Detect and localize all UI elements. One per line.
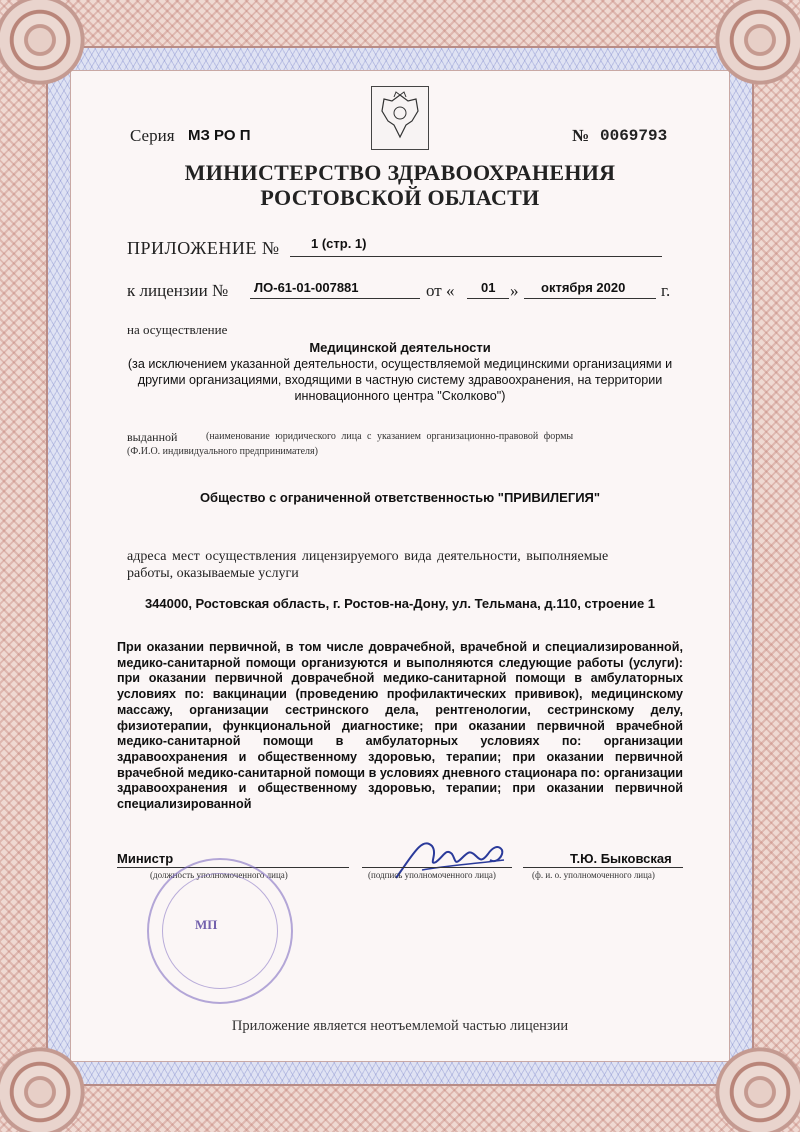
day-underline	[467, 298, 509, 299]
number-label: №	[572, 126, 590, 145]
license-label: к лицензии №	[127, 281, 229, 300]
signer-name: Т.Ю. Быковская	[570, 851, 672, 866]
official-stamp-inner	[162, 873, 278, 989]
signature-underline	[362, 867, 512, 868]
license-number: ЛО-61-01-007881	[254, 280, 359, 295]
services-description: При оказании первичной, в том числе доврачебной, врачебной и специализированной, медико-санитарной помощи организуются и выполняются следующие работы (услуги): при оказании первичной доврачебной медико-санитарной помощи в амбулаторных условиях по: вакцинации (проведению профилактических прививок), медицинскому массажу, организации сестринского дела, рентгенологии, сестринскому делу, физиотерапии, функциональной диагностике; при оказании первичной врачебной медико-санитарной помощи в амбулаторных условиях по: организации здравоохранения и общественному здоровью, терапии; при оказании первичной врачебной медико-санитарной помощи в условиях дневного стационара по: организации здравоохранения и общественному здоровью, терапии; при оказании первичной специализированной	[117, 640, 683, 812]
year-suffix: г.	[661, 281, 671, 300]
addresses-label-line2: работы, оказываемые услуги	[127, 566, 299, 581]
name-underline	[523, 867, 683, 868]
series-label: Серия	[130, 126, 175, 145]
organization-name: Общество с ограниченной ответственностью "ПРИВИЛЕГИЯ"	[199, 490, 601, 505]
date-underline	[524, 298, 656, 299]
form-number: 0069793	[600, 127, 668, 145]
activity-address: 344000, Ростовская область, г. Ростов-на-Дону, ул. Тельмана, д.110, строение 1	[144, 596, 656, 611]
issued-hint-line2: (Ф.И.О. индивидуального предпринимателя)	[127, 446, 318, 457]
coat-of-arms-icon	[371, 86, 429, 150]
signature-hint: (подпись уполномоченного лица)	[368, 870, 496, 880]
addresses-label-line1: адреса мест осуществления лицензируемого вида деятельности, выполняемые	[127, 549, 609, 564]
footer-note: Приложение является неотъемлемой частью лицензии	[231, 1018, 569, 1034]
appendix-underline	[290, 256, 662, 257]
activity-intro: на осуществление	[127, 322, 228, 337]
license-underline	[250, 298, 420, 299]
issued-label: выданной	[127, 430, 178, 444]
license-day: 01	[481, 280, 496, 295]
name-hint: (ф. и. о. уполномоченного лица)	[532, 870, 655, 880]
stamp-label: МП	[195, 917, 218, 932]
signer-position: Министр	[117, 851, 174, 866]
ministry-title-line1: МИНИСТЕРСТВО ЗДРАВООХРАНЕНИЯ	[184, 160, 616, 185]
series-value: МЗ РО П	[188, 127, 251, 144]
license-month-year: октября 2020	[541, 280, 626, 295]
corner-rosette-icon	[714, 1046, 800, 1132]
ministry-title-line2: РОСТОВСКОЙ ОБЛАСТИ	[260, 185, 540, 210]
from-label: от «	[426, 281, 455, 300]
appendix-label: ПРИЛОЖЕНИЕ №	[127, 238, 280, 258]
activity-title: Медицинской деятельности	[309, 340, 491, 355]
appendix-number: 1 (стр. 1)	[311, 236, 367, 251]
activity-detail: (за исключением указанной деятельности, осуществляемой медицинскими организациями и другими организациями, входящими в частную систему здравоохранения, на территории инновационного центра "Сколково")	[127, 357, 673, 403]
position-hint: (должность уполномоченного лица)	[150, 870, 288, 880]
close-quote: »	[510, 281, 519, 300]
issued-hint-line1: (наименование юридического лица с указанием организационно-правовой формы	[206, 431, 574, 442]
